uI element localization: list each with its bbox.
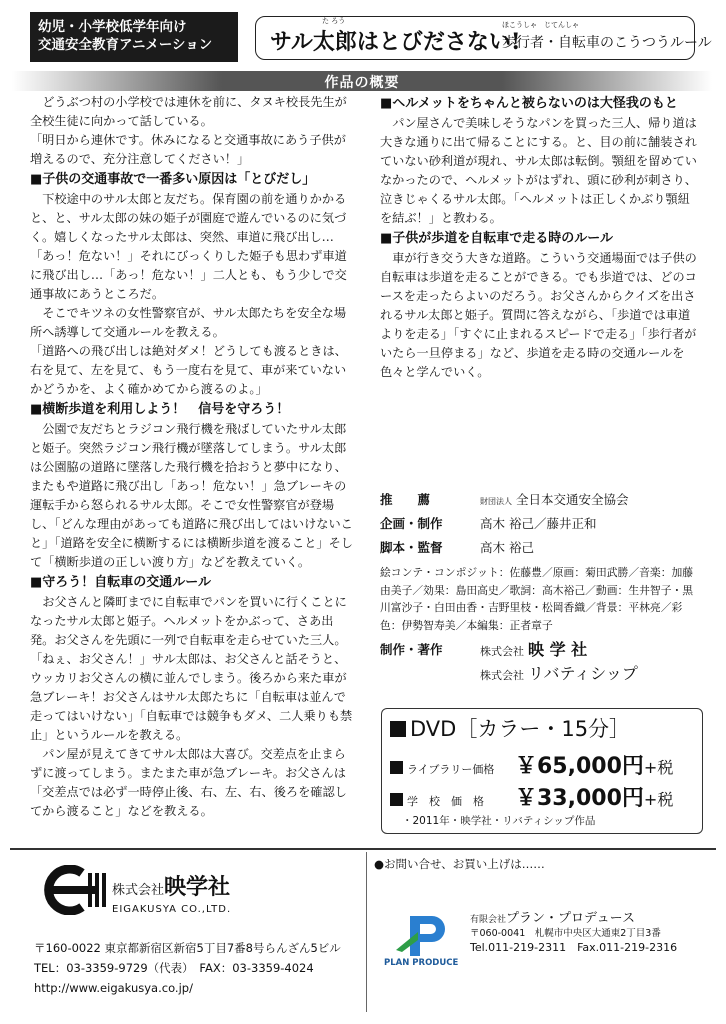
credits — [380, 488, 700, 686]
company-name-en: EIGAKUSYA CO.,LTD. — [112, 904, 232, 915]
story-paragraph: どうぶつ村の小学校では連休を前に、タヌキ校長先生が全校生徒に向かって話している。 — [30, 95, 347, 128]
eigakusya-logo-icon — [38, 865, 110, 915]
credit-label: 脚本・監督 — [380, 540, 443, 555]
price-row-school — [390, 781, 673, 812]
story-paragraph: パン屋さんで美味しそうなパンを買った三人、帰り道は大きな通りに出て帰ることにする。と、目の前に舗装されていない砂利道が現れ、サル太郎は転倒。顎紐を留めていなかったので、ヘルメットがはずれ、頭に砂利が刺さり、泣きじゃくるサル太郎。「ヘルメットは正しくかぶり顎紐を結ぶ！」と教わる。 — [380, 116, 697, 225]
inquiry-label: ●お問い合せ、お買い上げは…… — [374, 857, 545, 871]
credit-value: 全日本交通安全協会 — [516, 492, 629, 507]
price-label: 学 校 価 格 — [407, 795, 484, 808]
square-bullet-icon — [390, 721, 406, 737]
credit-value: 高木 裕己 — [480, 540, 534, 555]
overview-heading: 作品の概要 — [324, 75, 400, 91]
company-address: 〒160-0022 東京都新宿区新宿5丁目7番8号らんざん5ビル — [34, 941, 341, 955]
dvd-title — [390, 713, 630, 743]
series-label-line2: 交通安全教育アニメーション — [38, 37, 213, 53]
company-phone: Tel.011-219-2311 Fax.011-219-2316 — [470, 941, 678, 954]
dvd-title-text: DVD［カラー・15分］ — [410, 717, 631, 741]
company-contact-left — [34, 938, 341, 998]
title-ruby: た ろう — [322, 17, 346, 25]
story-paragraph: そこでキツネの女性警察官が、サル太郎たちを安全な場所へ誘導して交通ルールを教える。 — [30, 306, 347, 339]
square-bullet-icon — [390, 761, 403, 774]
section-heading: ■ヘルメットをちゃんと被らないのは大怪我のもと — [380, 96, 678, 111]
credit-script — [380, 536, 700, 560]
footer-vertical-divider — [366, 852, 367, 1012]
company-address: 〒060-0041 札幌市中央区大通東2丁目3番 — [470, 928, 661, 939]
credit-org-type: 財団法人 — [480, 497, 512, 506]
company-phone: TEL：03-3359-9729（代表） FAX：03-3359-4024 — [34, 961, 314, 975]
credit-org-type: 株式会社 — [480, 645, 524, 658]
title-box — [255, 16, 712, 60]
story-paragraph: 「道路への飛び出しは絶対ダメ！どうしても渡るときは、右を見て、左を見て、もう一度右を見て、車が来ていないかどうかを、よく確かめてから渡るのよ。」 — [30, 344, 347, 396]
story-paragraph: お父さんと隣町までに自転車でパンを買いに行くことになったサル太郎と姫子。ヘルメットをかぶって、さあ出発。お父さんを先頭に一列で自転車を走らせていた三人。「ねぇ、お父さん！」サル太郎は、お父さんと話そうと、ウッカリお父さんの横に並んでしまう。後ろから来た車が急ブレーキ！お父さんはサル太郎たちに「自転車は並んで走ってはいけない」「自転車では競争もダメ、二人乗りも禁止」というルールを教える。 — [30, 595, 353, 742]
price-tax: +税 — [643, 758, 674, 777]
plan-produce-logo-text: PLAN PRODUCE — [384, 958, 459, 968]
dvd-price-box — [381, 708, 703, 834]
story-paragraph: 公園で友だちとラジコン飛行機を飛ばしていたサル太郎と姫子。突然ラジコン飛行機が墜落してしまう。サル太郎は公園脇の道路に墜落した飛行機を拾おうと夢中になり、またもや道路に飛び出し「あっ！危ない！」急ブレーキの運転手から怒られるサル太郎。そこで女性警察官が登場し、「どんな理由があっても道路に飛び出してはいけないこと」「道路を安全に横断するには横断歩道を渡ること」そして「横断歩道の正しい渡り方」などを教えていく。 — [30, 422, 353, 569]
company-type: 株式会社 — [112, 883, 165, 898]
section-heading: ■横断歩道を利用しよう！ 信号を守ろう！ — [30, 402, 290, 417]
overview-heading-bar — [12, 71, 712, 91]
story-column-right — [380, 93, 700, 382]
credit-plan — [380, 512, 700, 536]
credit-org-type: 株式会社 — [480, 669, 524, 682]
credit-production — [380, 638, 700, 662]
credit-value: リバティシップ — [528, 664, 638, 683]
section-heading: ■子供の交通事故で一番多い原因は「とびだし」 — [30, 172, 316, 187]
story-paragraph: パン屋が見えてきてサル太郎は大喜び。交差点を止まらずに渡ってしまう。またまた車が急ブレーキ。お父さんは「交差点では必ず一時停止後、右、左、右、後ろを確認してから渡ること」などを教える。 — [30, 747, 347, 818]
subtitle-ruby: ほこうしゃ じてんしゃ — [502, 21, 579, 29]
credit-value: 映 学 社 — [528, 640, 588, 659]
credit-label: 企画・制作 — [380, 516, 443, 531]
credit-value: 高木 裕己／藤井正和 — [480, 516, 597, 531]
price-value: ￥33,000円 — [515, 786, 644, 811]
page-subtitle: 歩行者・自転車のこうつうルール — [502, 35, 712, 51]
section-heading: ■子供が歩道を自転車で走る時のルール — [380, 231, 614, 246]
footer-divider-line — [10, 848, 716, 850]
company-name-left — [112, 870, 230, 901]
dvd-note: ・2011年・映学社・リバティシップ作品 — [402, 815, 596, 827]
credit-recommend — [380, 488, 700, 512]
page-title: サル太郎はとびださない! — [270, 29, 521, 55]
series-label-line1: 幼児・小学校低学年向け — [38, 19, 187, 35]
company-type: 有限会社 — [470, 915, 507, 925]
price-tax: +税 — [643, 790, 674, 809]
story-paragraph: 車が行き交う大きな道路。こういう交通場面では子供の自転車は歩道を走ることができる。でも歩道では、どのコースを走ったらよいのだろう。お父さんからクイズを出されるサル太郎と姫子。質問に答えながら、「歩道では車道よりを走る」「すぐに止まれるスピードで走る」「歩行者がいたら一旦停まる」など、歩道を走る時の交通ルールを色々と学んでいく。 — [380, 251, 697, 379]
section-heading: ■守ろう！自転車の交通ルール — [30, 575, 212, 590]
series-label-box — [30, 12, 238, 62]
story-column-left — [30, 93, 357, 821]
staff-list: 絵コンテ・コンポジット：佐藤豊／原画：菊田武勝／音楽：加藤由美子／効果：島田高史／歌詞：高木裕己／動画：生井智子・黒川富沙子・白田由香・吉野里枝・松岡香織／背景：平林亮／彩色：伊勢智寿美／本編集：正者章子 — [380, 566, 694, 632]
company-name: 映学社 — [164, 875, 231, 900]
credit-production-2 — [380, 662, 700, 686]
credit-label: 推 薦 — [380, 492, 431, 507]
company-contact-right — [470, 912, 677, 955]
price-value: ￥65,000円 — [515, 754, 644, 779]
company-url[interactable]: http://www.eigakusya.co.jp/ — [34, 981, 193, 995]
story-paragraph: 下校途中のサル太郎と友だち。保育園の前を通りかかると、と、サル太郎の妹の姫子が園庭で遊んでいるのに気づく。嬉しくなったサル太郎は、突然、車道に飛び出し…「あっ！危ない！」それにびっくりした姫子も思わず車道に飛び出し…「あっ！危ない！」二人とも、もう少しで交通事故にあうところだ。 — [30, 192, 347, 301]
square-bullet-icon — [390, 793, 403, 806]
story-paragraph: 「明日から連休です。休みになると交通事故にあう子供が増えるので、充分注意してください！」 — [30, 133, 346, 166]
price-label: ライブラリー価格 — [407, 763, 495, 776]
company-name: プラン・プロデュース — [506, 911, 635, 926]
price-row-library — [390, 749, 673, 780]
credit-label: 制作・著作 — [380, 642, 443, 657]
